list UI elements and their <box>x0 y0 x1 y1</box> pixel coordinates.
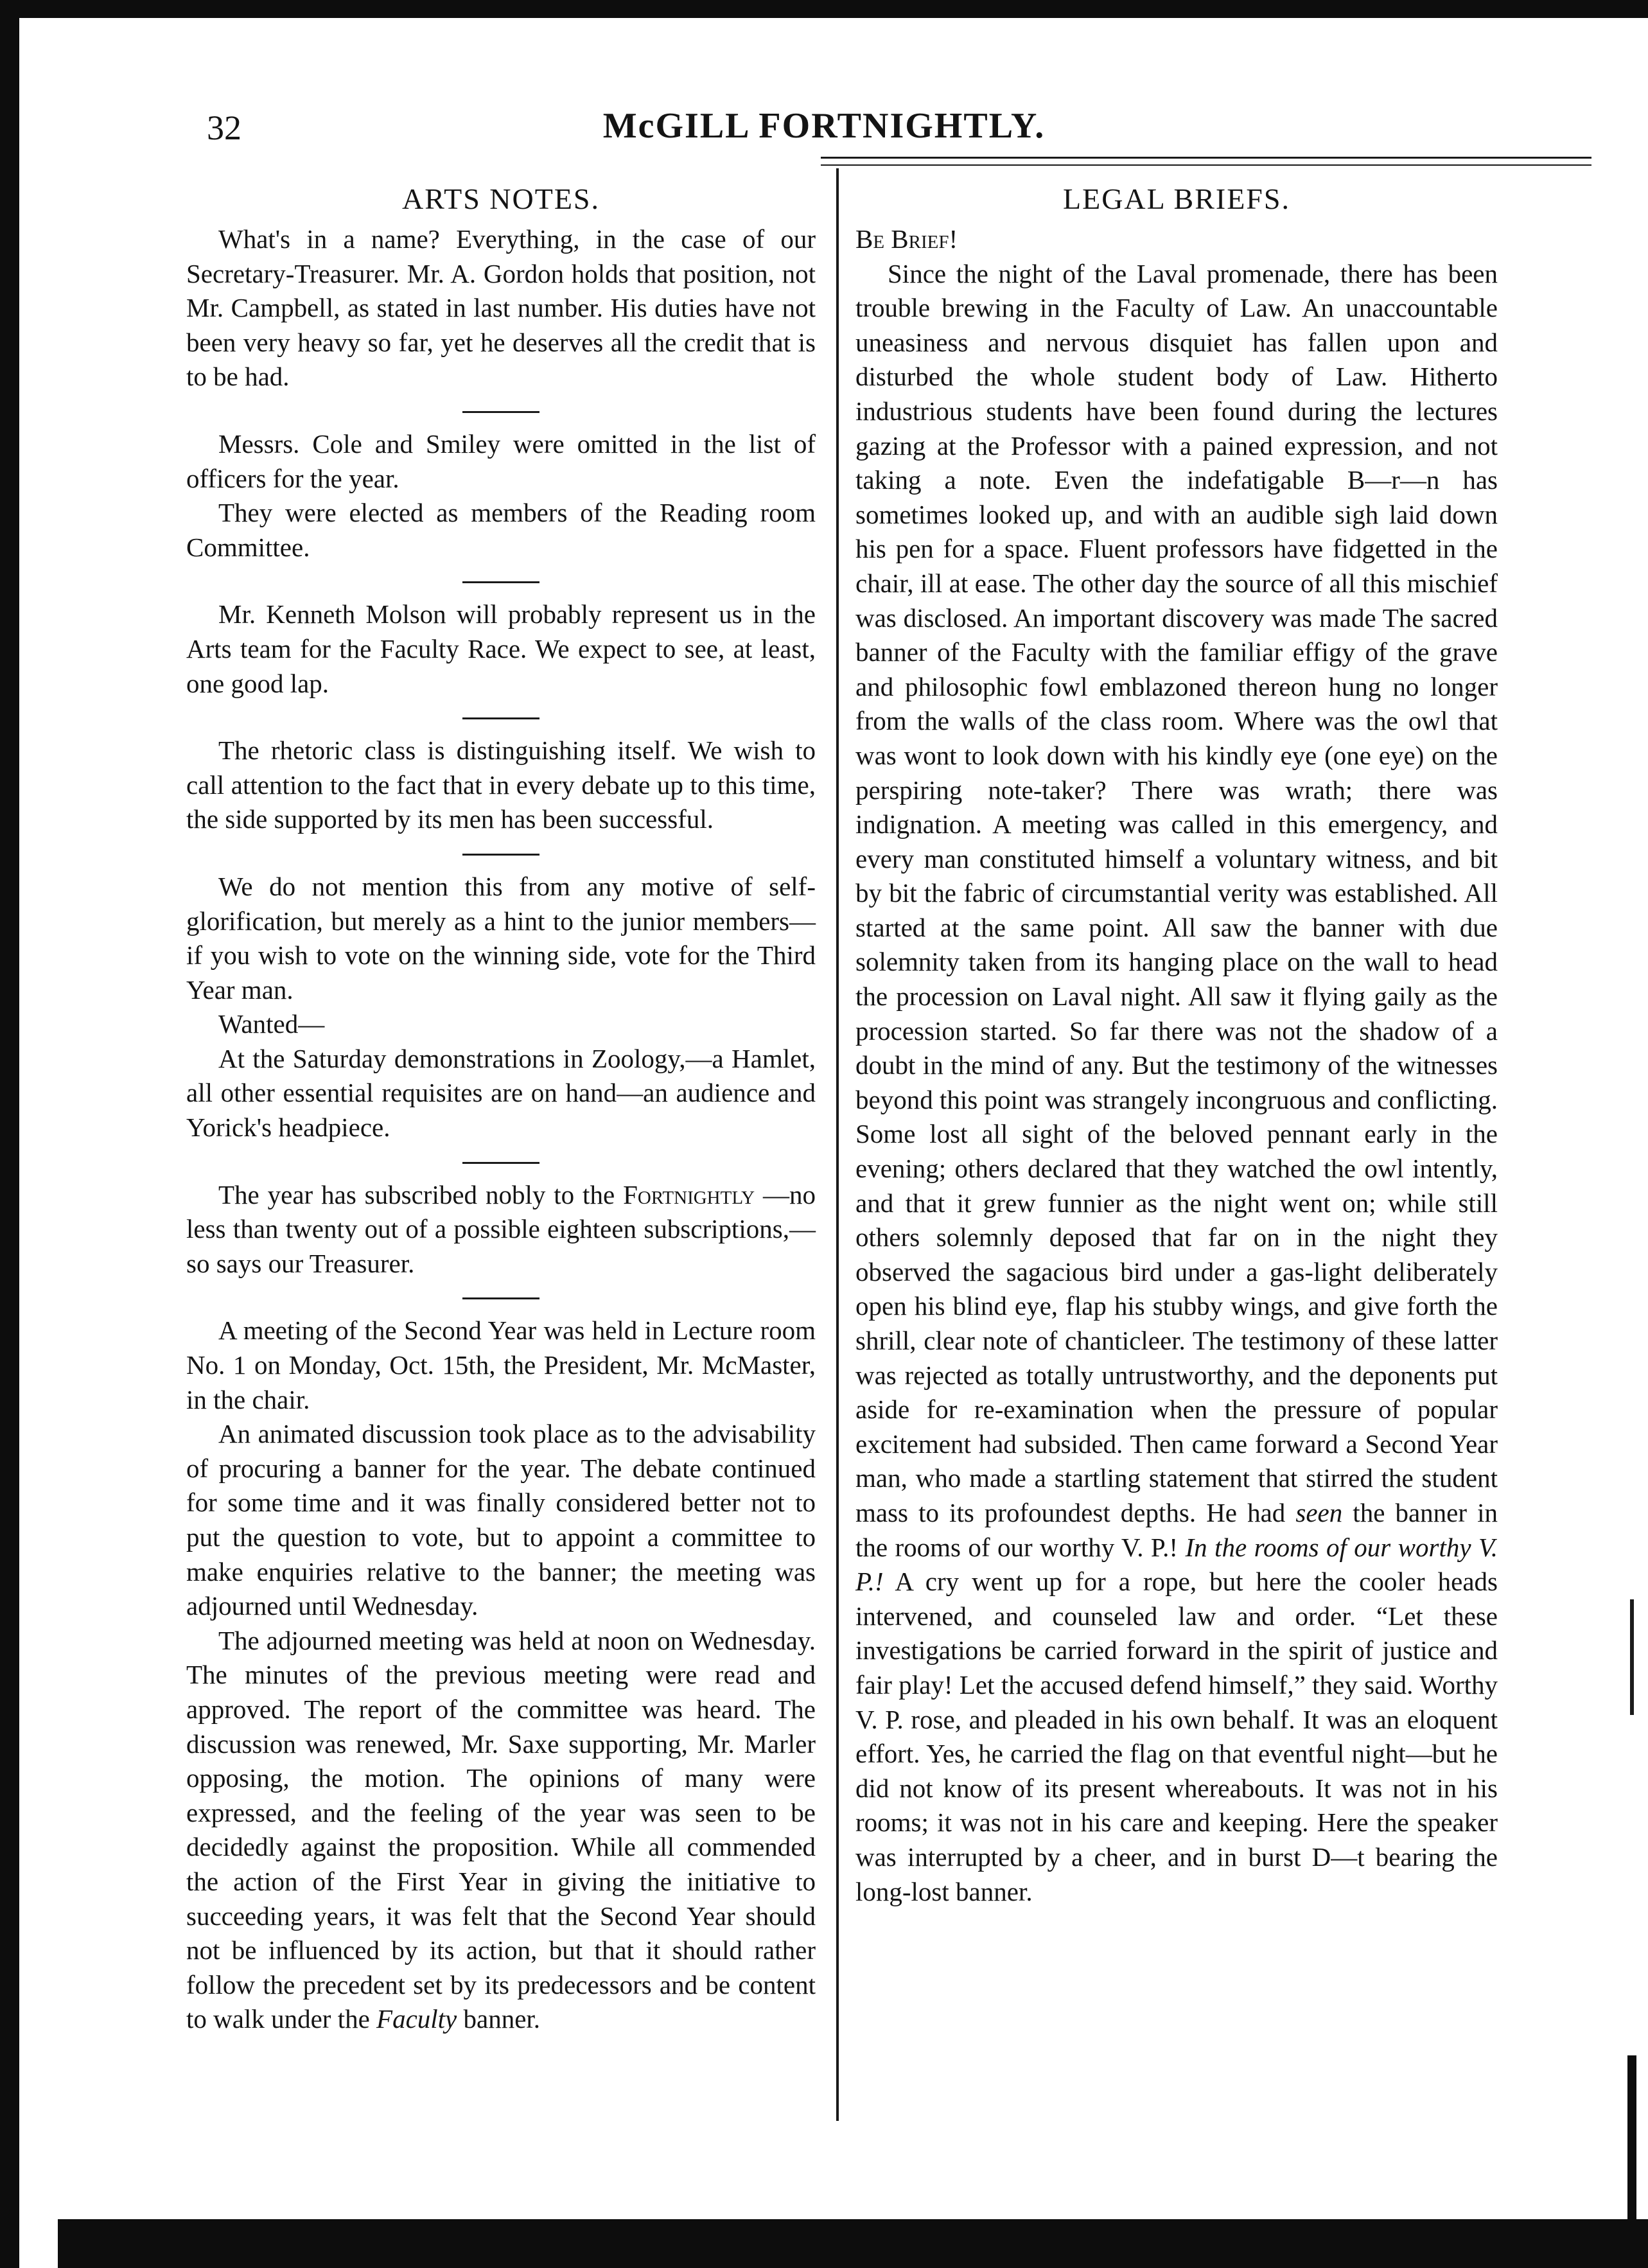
scan-mark-right <box>1630 1599 1634 1715</box>
scan-border-top <box>0 0 1648 18</box>
paragraph: An animated discussion took place as to the advisability of procuring a banner for the year. The debate continued for some time and it was finally considered better not to put the question to vote, but to appoint a committee to make enquiries relative to the banner; the meeting was adjourned until Wednesday. <box>186 1419 816 1621</box>
paragraph: We do not mention this from any motive of self-glorification, but merely as a hint to the junior members—if you wish to vote on the winning side, vote for the Third Year man. <box>186 871 816 1005</box>
arts-notes-title: ARTS NOTES. <box>401 182 600 215</box>
paragraph: They were elected as members of the Reading room Committee. <box>186 498 816 562</box>
section-separator <box>462 1297 539 1299</box>
paragraph: What's in a name? Everything, in the case of our Secretary-Treasurer. Mr. A. Gordon holds that position, not Mr. Campbell, as stated in last number. His duties have not been very heavy so far, yet he deserves all the credit that is to be had. <box>186 224 816 392</box>
running-head: McGILL FORTNIGHTLY. <box>602 106 1046 146</box>
kicker: Be Brief! <box>855 224 958 254</box>
italic-run: seen <box>1295 1497 1343 1527</box>
paragraph <box>855 257 1498 1910</box>
italic-run: Faculty <box>376 2004 457 2034</box>
arts-notes-column <box>186 175 816 2037</box>
section-separator <box>462 1162 539 1164</box>
header-rule <box>821 157 1591 159</box>
section-separator <box>462 411 539 413</box>
paragraph: The rhetoric class is distinguishing itself. We wish to call attention to the fact that in every debate up to this time, the side supported by its men has been successful. <box>186 735 816 834</box>
section-separator <box>462 581 539 583</box>
italic-run: In the rooms of our worthy V. P.! <box>855 1532 1498 1597</box>
paragraph: A meeting of the Second Year was held in Lecture room No. 1 on Monday, Oct. 15th, the President, Mr. McMaster, in the chair. <box>186 1315 816 1414</box>
text-run: Since the night of the Laval promenade, there has been trouble brewing in the Faculty of Law. An unaccountable uneasiness and nervous disquiet has fallen upon and disturbed the whole student body of Law. Hitherto industrious students have been found during the lectures gazing at the Professor with a pained expression, and not taking a note. Even the indefatigable B—r—n has sometimes looked up, and with an audible sigh laid down his pen for a space. Fluent professors have fidgetted in the chair, ill at ease. The other day the source of all this mischief was disclosed. An important discovery was made The sacred banner of the Faculty with the familiar effigy of the grave and philosophic fowl emblazoned thereon hung no longer from the walls of the class room. Where was the owl that was wont to look down with his kindly eye (one eye) on the perspiring note-taker? There was wrath; there was indignation. A meeting was called in this emergency, and every man constituted himself a voluntary witness, and bit by bit the fabric of circumstantial verity was established. All started at the same point. All saw the banner with due solemnity taken from its hanging place on the wall to head the procession on Laval night. All saw it flying gaily as the procession started. So far there was not the shadow of a doubt in the mind of any. But the testimony of the witnesses beyond this point was strangely incongruous and conflicting. Some lost all sight of the beloved pennant early in the evening; others declared that they watched the owl intently, and that it grew funnier as the night went on; while still others solemnly deposed that far on in the night they observed the sagacious bird under a gas-light deliberately open his blind eye, flap his stubby wings, and give forth the shrill, clear note of chanticleer. The testimony of these latter was rejected as totally untrustworthy, and the deponents put aside for re-examination when the pressure of popular excitement had subsided. Then came forward a Second Year man, who made a startling statement that stirred the student mass to its profoundest depths. He had <box>855 258 1498 1527</box>
scan-border-left <box>0 0 19 2268</box>
text-run: the banner in the rooms of our worthy V. P.! <box>855 1497 1498 1562</box>
text-run: The year has subscribed nobly to the <box>218 1179 624 1209</box>
scan-border-bottom <box>58 2219 1648 2268</box>
paragraph: Wanted— <box>218 1009 325 1039</box>
text-run: A cry went up for a rope, but here the cooler heads intervened, and counseled law and order. “Let these investigations be carried forward in the spirit of justice and fair play! Let the accused defend himself,” they said. Worthy V. P. rose, and pleaded in his own behalf. It was an eloquent effort. Yes, he carried the flag on that eventful night—but he did not know of its present whereabouts. It was not in his rooms; it was not in his care and keeping. Here the speaker was interrupted by a cheer, and in burst D—t bearing the long-lost banner. <box>855 1567 1498 1906</box>
header-rule-double <box>821 164 1591 166</box>
section-separator <box>462 854 539 856</box>
paragraph <box>186 1178 816 1281</box>
page-number: 32 <box>207 109 241 147</box>
text-run: The adjourned meeting was held at noon on Wednesday. The minutes of the previous meeting were read and approved. The report of the committee was heard. The discussion was renewed, Mr. Saxe supporting, Mr. Marler opposing, the motion. The opinions of many were expressed, and the feeling of the year was seen to be decidedly against the proposition. While all commended the action of the First Year in giving the initiative to succeeding years, it was felt that the Second Year should not be influenced by its action, but that it should rather follow the precedent set by its predecessors and be content to walk under the <box>186 1625 816 2034</box>
scan-border-right <box>1627 2055 1636 2222</box>
paragraph: Messrs. Cole and Smiley were omitted in the list of officers for the year. <box>186 428 816 493</box>
paragraph: Mr. Kenneth Molson will probably represent us in the Arts team for the Faculty Race. We expect to see, at least, one good lap. <box>186 599 816 698</box>
text-run: banner. <box>457 2004 541 2034</box>
legal-briefs-column <box>855 175 1498 1909</box>
text-run: —no less than twenty out of a possible eighteen subscriptions,—so says our Treasurer. <box>186 1179 816 1278</box>
section-separator <box>462 717 539 719</box>
fortnightly-name: Fortnightly <box>623 1179 755 1209</box>
paragraph: At the Saturday demonstrations in Zoology,—a Hamlet, all other essential requisites are on hand—an audience and Yorick's headpiece. <box>186 1043 816 1143</box>
column-divider <box>836 168 839 2121</box>
legal-briefs-title: LEGAL BRIEFS. <box>1063 182 1290 215</box>
paragraph <box>186 1624 816 2037</box>
